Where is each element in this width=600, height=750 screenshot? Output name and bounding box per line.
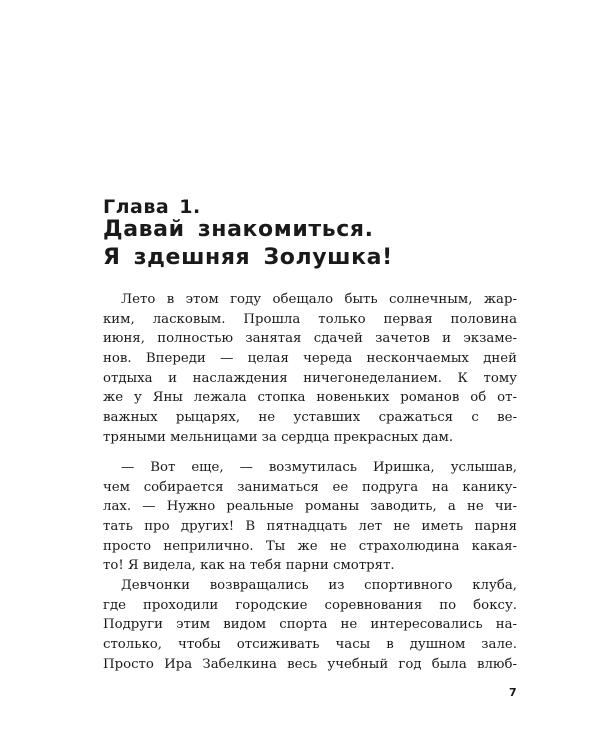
paragraph-2	[103, 458, 517, 576]
text-line: Подруги этим видом спорта не интересовались на-	[103, 617, 517, 633]
text-line: — Вот еще, — возмутилась Иришка, услышав,	[121, 460, 517, 475]
text-line: отдыха и наслаждения ничегонеделанием. К тому	[103, 370, 517, 386]
text-line: же у Яны лежала стопка новеньких романов об от-	[103, 390, 517, 406]
text-line: тать про других! В пятнадцать лет не иметь парня	[103, 519, 517, 535]
paragraph-3	[103, 576, 517, 674]
text-line: важных рыцарях, не уставших сражаться с ве-	[103, 410, 517, 426]
paragraph-1	[103, 290, 517, 448]
text-line: просто неприлично. Ты же не страхолюдина какая-	[103, 538, 517, 554]
chapter-title-line-2: Я здешняя Золушка!	[103, 245, 393, 270]
chapter-label: Глава 1.	[103, 196, 201, 218]
text-line: столько, чтобы отсиживать часы в душном зале.	[103, 637, 517, 653]
text-line: Девчонки возвращались из спортивного клуба,	[121, 578, 517, 593]
text-line: где проходили городские соревнования по боксу.	[103, 597, 517, 613]
chapter-title-line-1: Давай знакомиться.	[103, 217, 374, 242]
text-line: нов. Впереди — целая череда нескончаемых дней	[103, 351, 517, 367]
text-line: лах. — Нужно реальные романы заводить, а не чи-	[103, 499, 517, 515]
text-line: чем собирается заниматься ее подруга на канику-	[103, 479, 517, 495]
text-line: тряными мельницами за сердца прекрасных дам.	[103, 429, 454, 445]
text-line: Просто Ира Забелкина весь учебный год была влюб-	[103, 656, 517, 672]
text-line: июня, полностью занятая сдачей зачетов и экзаме-	[103, 331, 517, 347]
text-line: ким, ласковым. Прошла только первая половина	[103, 311, 517, 327]
text-line: то! Я видела, как на тебя парни смотрят.	[103, 558, 395, 574]
text-line: Лето в этом году обещало быть солнечным, жар-	[121, 292, 517, 307]
page-number: 7	[509, 686, 517, 699]
